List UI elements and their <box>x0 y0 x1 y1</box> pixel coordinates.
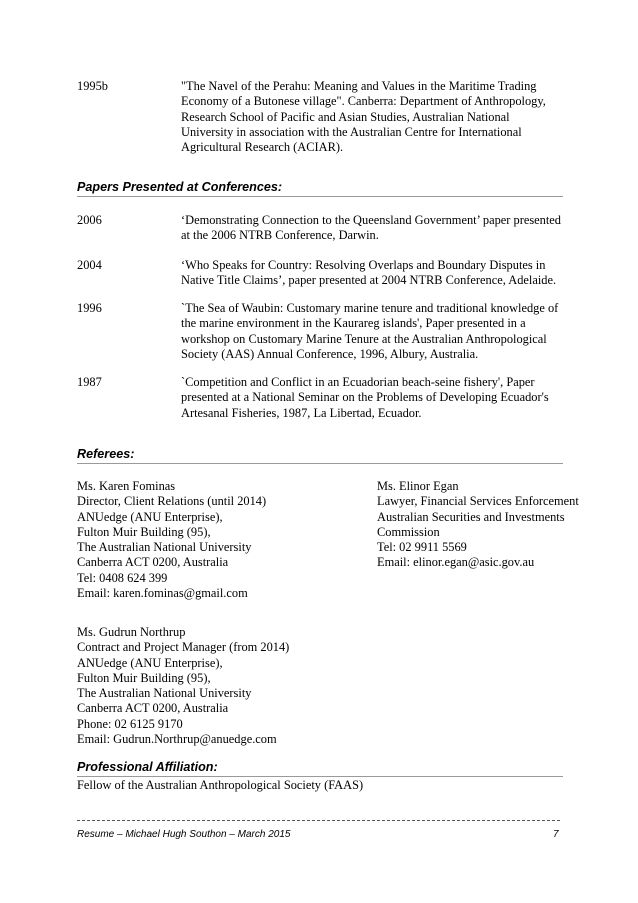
referee-line: Commission <box>377 524 440 539</box>
referee-line: The Australian National University <box>77 686 252 701</box>
paper-line: at the 2006 NTRB Conference, Darwin. <box>181 228 379 243</box>
paper-year: 1996 <box>77 301 102 315</box>
paper-line: the marine environment in the Kaurareg islands', Paper presented in a <box>181 316 526 331</box>
publication-line: Agricultural Research (ACIAR). <box>181 140 344 155</box>
referee-line: Ms. Gudrun Northrup <box>77 625 186 639</box>
referee-line: Tel: 02 9911 5569 <box>377 540 467 555</box>
footer-title: Resume – Michael Hugh Southon – March 2015 <box>77 829 291 840</box>
referee-line: Fulton Muir Building (95), <box>77 524 211 539</box>
publication-line: "The Navel of the Perahu: Meaning and Values in the Maritime Trading <box>181 79 537 93</box>
paper-line: Native Title Claims’, paper presented at 2004 NTRB Conference, Adelaide. <box>181 273 557 288</box>
page-number: 7 <box>553 829 559 840</box>
referee-line: ANUedge (ANU Enterprise), <box>77 509 223 524</box>
referee-line: Lawyer, Financial Services Enforcement <box>377 494 579 509</box>
paper-line: Society (AAS) Annual Conference, 1996, Albury, Australia. <box>181 346 479 361</box>
referee-line: Canberra ACT 0200, Australia <box>77 555 229 570</box>
publication-year: 1995b <box>77 79 108 93</box>
paper-description <box>181 258 581 289</box>
footer-rule <box>77 820 560 821</box>
referee-line: ANUedge (ANU Enterprise), <box>77 655 223 670</box>
paper-year: 2006 <box>77 213 102 227</box>
referee-line: Director, Client Relations (until 2014) <box>77 494 267 509</box>
paper-line: Artesanal Fisheries, 1987, La Libertad, Ecuador. <box>181 405 422 420</box>
referees-heading-rule <box>77 463 563 464</box>
paper-line: ‘Who Speaks for Country: Resolving Overlaps and Boundary Disputes in <box>181 258 546 272</box>
referee-line: Email: elinor.egan@asic.gov.au <box>377 555 535 570</box>
referee-card <box>77 625 289 747</box>
referee-line: Contract and Project Manager (from 2014) <box>77 640 290 655</box>
referee-line: Tel: 0408 624 399 <box>77 570 168 585</box>
referee-line: Australian Securities and Investments <box>377 509 565 524</box>
referee-line: Email: Gudrun.Northrup@anuedge.com <box>77 732 277 747</box>
papers-heading: Papers Presented at Conferences: <box>77 180 283 194</box>
affiliation-text: Fellow of the Australian Anthropological Society (FAAS) <box>77 778 364 792</box>
referee-line: Canberra ACT 0200, Australia <box>77 701 229 716</box>
papers-heading-rule <box>77 196 563 197</box>
affiliation-heading-rule <box>77 776 563 777</box>
paper-line: presented at a National Seminar on the Problems of Developing Ecuador's <box>181 390 549 405</box>
referee-line: Phone: 02 6125 9170 <box>77 716 183 731</box>
paper-line: `The Sea of Waubin: Customary marine tenure and traditional knowledge of <box>181 301 559 315</box>
referees-heading: Referees: <box>77 447 135 461</box>
paper-line: workshop on Customary Marine Tenure at the Australian Anthropological <box>181 331 547 346</box>
referee-line: Ms. Karen Fominas <box>77 479 176 493</box>
paper-description <box>181 213 581 244</box>
referee-line: Fulton Muir Building (95), <box>77 670 211 685</box>
referee-line: The Australian National University <box>77 540 252 555</box>
paper-description <box>181 301 581 362</box>
paper-line: `Competition and Conflict in an Ecuadorian beach-seine fishery', Paper <box>181 375 535 389</box>
referee-line: Ms. Elinor Egan <box>377 479 459 493</box>
paper-year: 2004 <box>77 258 102 272</box>
paper-description <box>181 375 581 421</box>
publication-description <box>181 79 581 155</box>
referee-card <box>77 479 266 601</box>
paper-line: ‘Demonstrating Connection to the Queensland Government’ paper presented <box>181 213 561 227</box>
paper-year: 1987 <box>77 375 102 389</box>
publication-line: Economy of a Butonese village". Canberra: Department of Anthropology, <box>181 94 546 109</box>
publication-line: Research School of Pacific and Asian Studies, Australian National <box>181 109 510 124</box>
publication-line: University in association with the Australian Centre for International <box>181 124 522 139</box>
referee-card <box>377 479 579 571</box>
affiliation-heading: Professional Affiliation: <box>77 760 218 774</box>
referee-line: Email: karen.fominas@gmail.com <box>77 586 248 601</box>
